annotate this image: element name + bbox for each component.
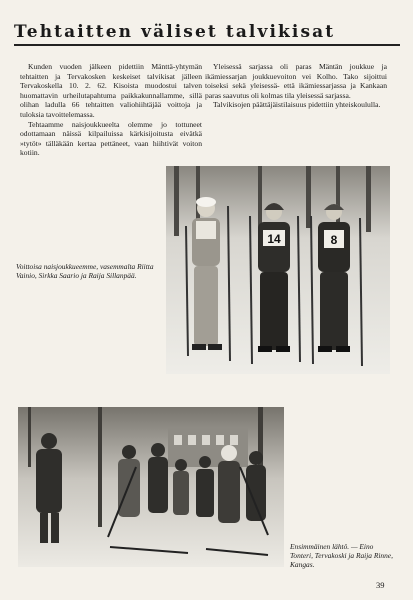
photo-caption-first-start: Ensimmäinen lähtö. — Eino Tonteri, Tervakoski ja Raija Rinne, Kangas.	[290, 542, 393, 570]
paragraph: Kunden vuoden jälkeen pidettiin Mänttä-yhtymän tehtaitten ja Tervakosken keskeiset talvikisat jälleen Tervakoskella 10. 2. 62. Kisoista muodostui talven huomattavin urheilutapahtuma paikkakunnallamme, sillä olihan ladulla 66 tehtaitten valiohiihtäjää voittoja ja tuloksia tavoittelemassa.	[20, 62, 202, 119]
paragraph: Tehtaamme naisjoukkueelta olemme jo tottuneet odottamaan näissä kilpailuissa kärkisijoitusta eivätkä »tytöt» tälläkään kertaa pettäneet, vaan hiihtivät voiton kotiin.	[20, 119, 202, 158]
photo-caption-womens-team: Voittoisa naisjoukkueemme, vasemmalta Riitta Vainio, Sirkka Saario ja Raija Sillanpää.	[16, 262, 154, 281]
text-column-right	[205, 62, 387, 110]
headline-rule	[14, 44, 400, 46]
paragraph: Talvikisojen päättäjäistilaisuus pidettiin yhteiskoululla.	[213, 100, 381, 110]
bib-number: 8	[330, 233, 338, 247]
page-number: 39	[376, 580, 385, 590]
article-headline: Tehtaitten väliset talvikisat	[14, 22, 336, 42]
photo-first-start-image	[18, 407, 284, 567]
bib-number: 14	[267, 232, 281, 246]
photo-womens-team	[166, 166, 390, 374]
text-column-left	[20, 62, 202, 158]
photo-first-start	[18, 407, 284, 567]
photo-womens-team-image	[166, 166, 390, 374]
paragraph: Yleisessä sarjassa oli paras Mäntän joukkue ja ikämiessarjan joukkuevoiton vei Kolho. Tako sijoittui toiseksi sekä yleisessä- että ikämiessarjassa ja Kankaan paras saavutus oli kolmas tila yleisessä sarjassa.	[205, 62, 387, 100]
